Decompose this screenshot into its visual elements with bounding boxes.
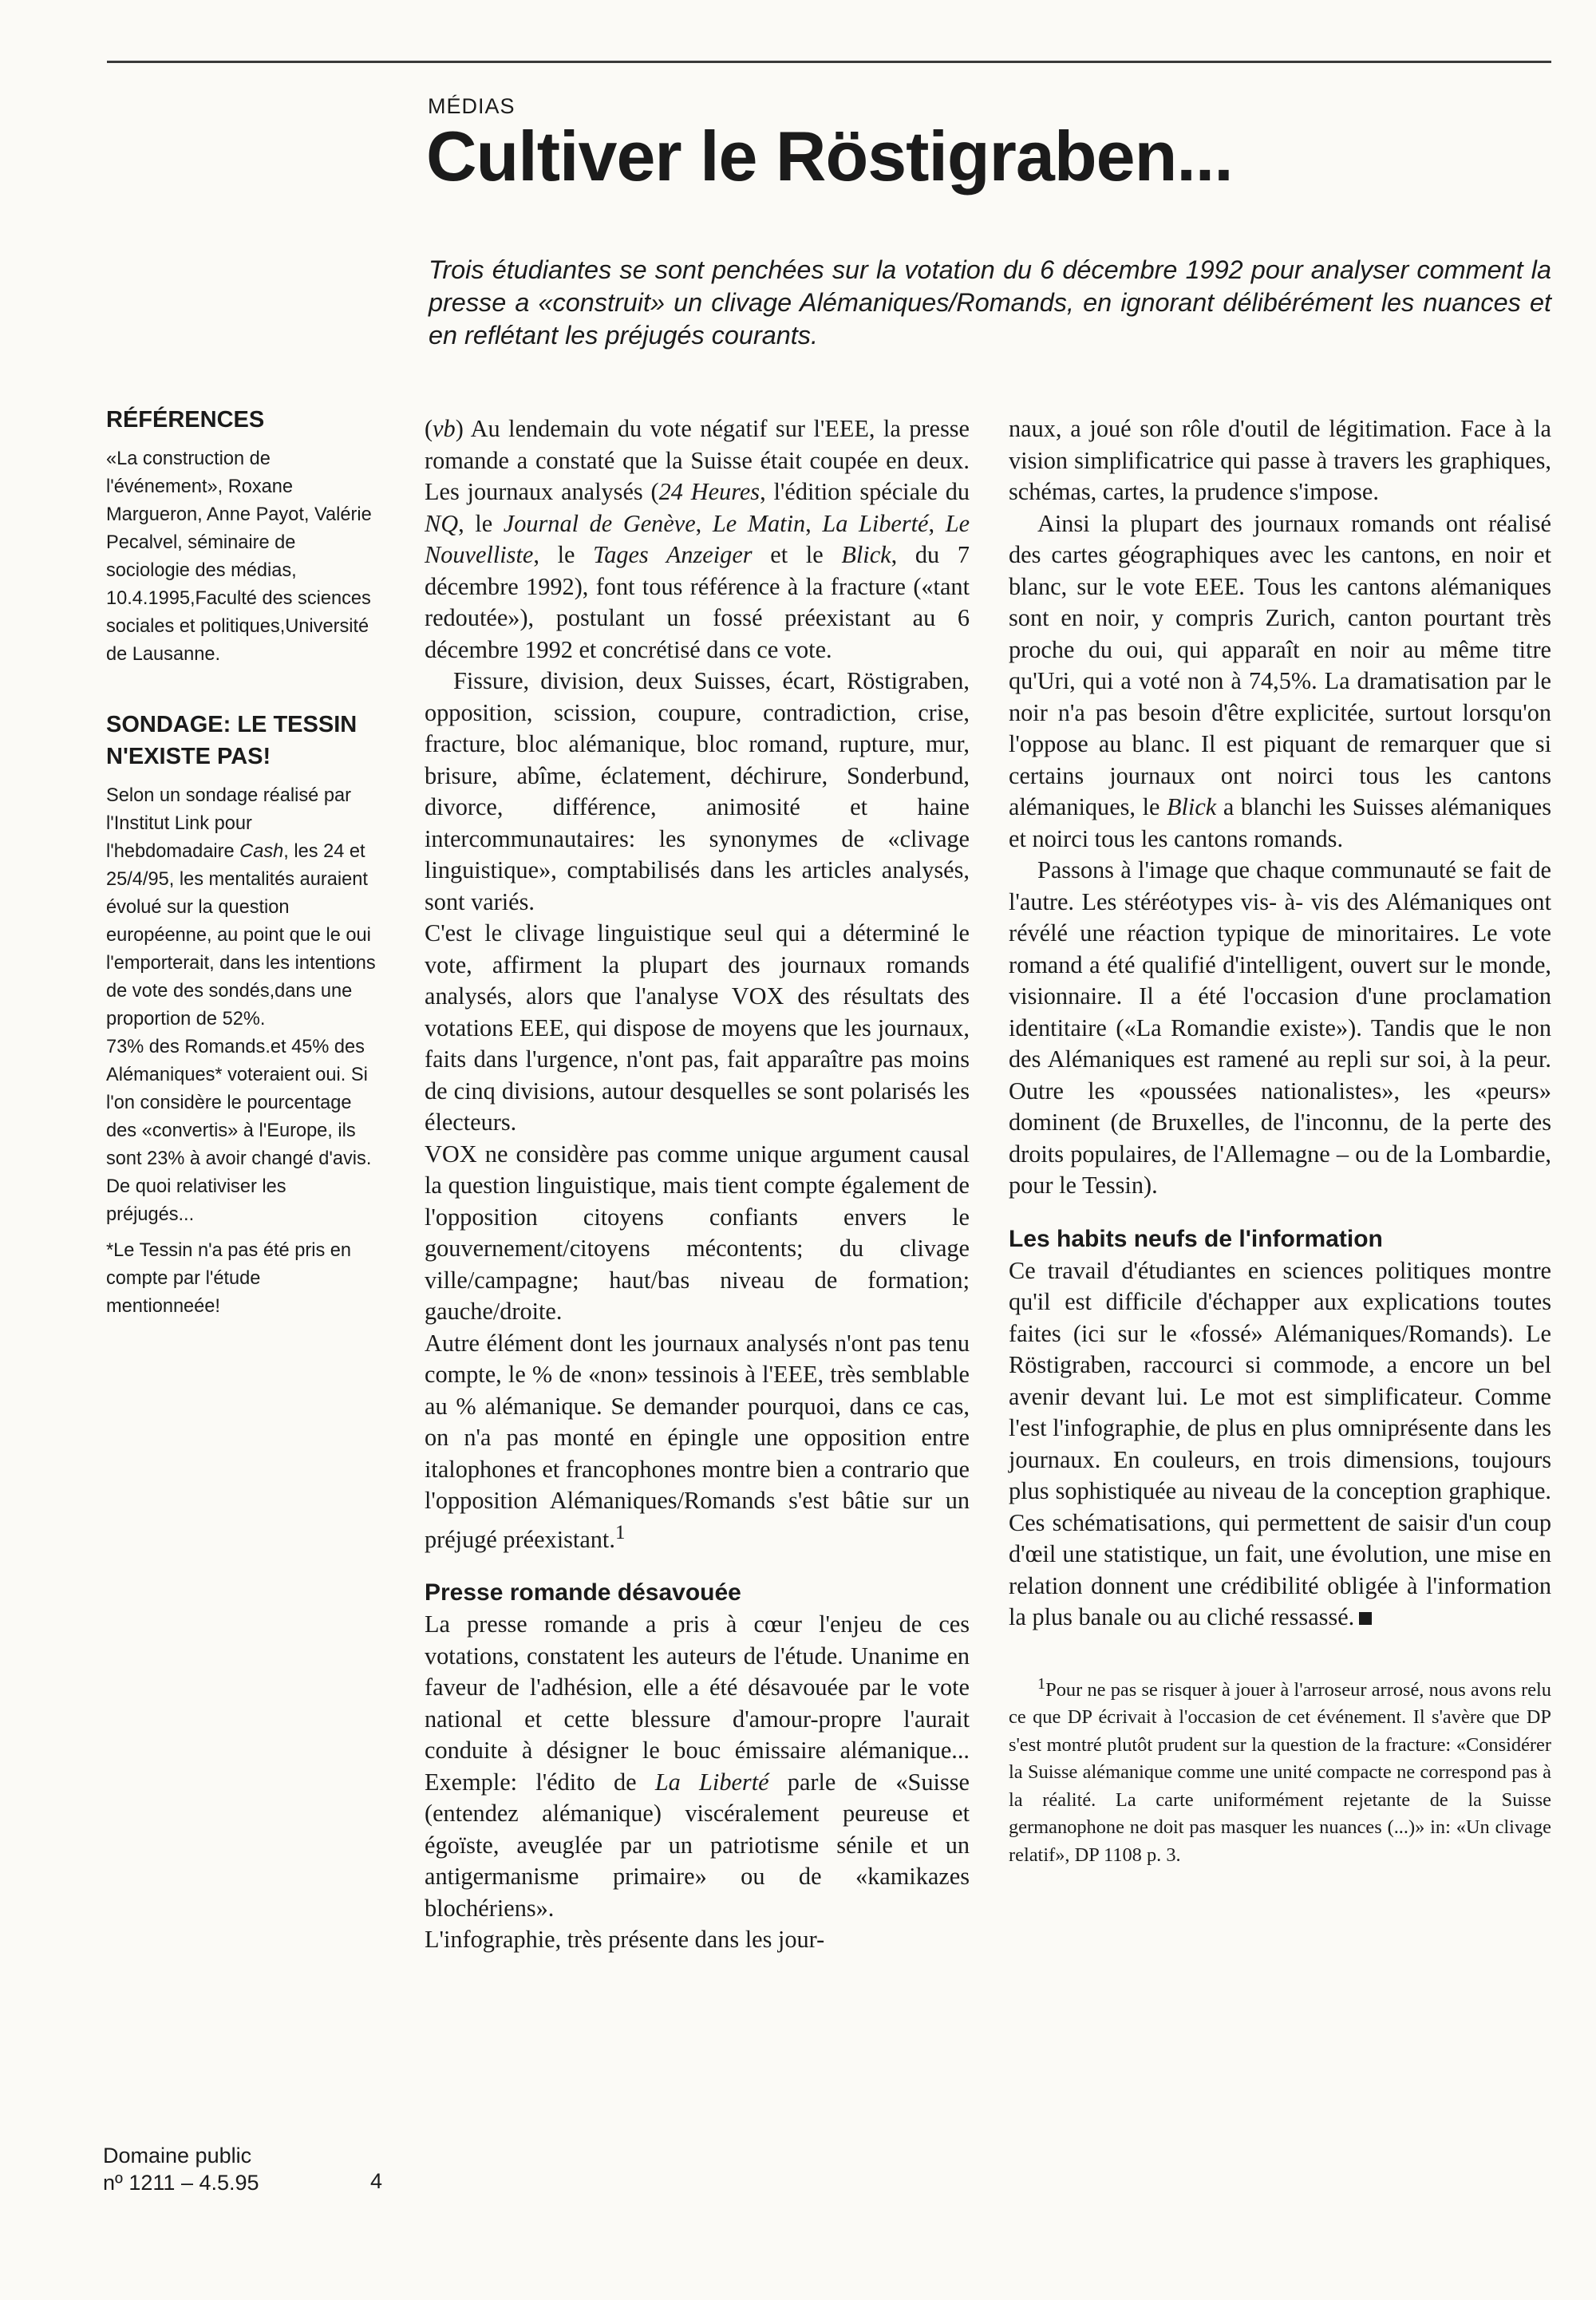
paragraph-intro: (vb) Au lendemain du vote négatif sur l'EEE, la presse romande a constaté que la Suisse était coupée en deux. Les journaux analysés (24 Heures, l'édition spéciale du NQ, le Journal de Genève, Le Matin, La Liberté, Le Nouvelliste, le Tages Anzeiger et le Blick, du 7 décembre 1992), font tous référence à la fracture («tant redoutée»), postulant un fossé préexistant au 6 décembre 1992 et concrétisé dans ce vote. (425, 415, 970, 663)
paragraph-conclusion: Ce travail d'étudiantes en sciences politiques montre qu'il est difficile d'échapper aux explications toutes faites (ici sur le «fossé» Alémaniques/Romands). Le Röstigraben, raccourci si commode, a encore un bel avenir devant lui. Le mot est simplificateur. Comme l'est l'infographie, de plus en plus omniprésente dans les journaux. En couleurs, en trois dimensions, toujours plus sophistiquée au niveau de la conception graphique. Ces schématisations, qui permettent de saisir d'un coup d'œil une statistique, un fait, une évolution, une mise en relation donnent une crédibilité obligée à l'information la plus banale ou au cliché ressassé. (1009, 1256, 1551, 1630)
page-number: 4 (370, 2169, 383, 2193)
references-heading: RÉFÉRENCES (106, 407, 265, 433)
paragraph-presse: La presse romande a pris à cœur l'enjeu de ces votations, constatent les auteurs de l'étude. Unanime en faveur de l'adhésion, elle a été désavouée par le vote national et cette blessure d'amour-propre l'aurait conduite à désigner le bouc émissaire alémanique... Exemple: l'édito de La Liberté parle de «Suisse (entendez alémanique) viscéralement peureuse et égoïste, aveuglée par un patriotisme sénile et un antigermanisme primaire» ou de «kamikazes blochériens». (425, 1610, 970, 1922)
references-text: «La construction de l'événement», Roxane Margueron, Anne Payot, Valérie Pecalvel, séminaire de sociologie des médias, 10.4.1995,Faculté des sciences sociales et politiques,Université de Lausanne. (106, 449, 372, 665)
paragraph-cartes: Ainsi la plupart des journaux romands ont réalisé des cartes géographiques avec les cantons, en noir et blanc, sur le vote EEE. Tous les cantons alémaniques sont en noir, y compris Zurich, canton pourtant très proche du oui, qui apparaît en noir au même titre qu'Uri, qui a voté non à 74,5%. La dramatisation par le noir n'a pas besoin d'être explicitée, surtout lorsqu'on l'oppose au blanc. Il est piquant de remarquer que si certains journaux ont noirci tous les cantons alémaniques, le Blick a blanchi les Suisses alémaniques et noirci tous les cantons romands. (1009, 509, 1552, 852)
publication-name: Domaine public (103, 2144, 252, 2168)
footnote-number: 1 (1037, 1674, 1046, 1693)
paragraph-vox: VOX ne considère pas comme unique argument causal la question linguistique, mais tient compte également de l'opposition citoyens confiants envers le gouvernement/citoyens mécontents; du clivage ville/campagne; haut/bas niveau de formation; gauche/droite. (425, 1140, 970, 1325)
article-column-2 (1009, 413, 1551, 1869)
paragraph-stereotypes: Passons à l'image que chaque communauté se fait de l'autre. Les stéréotypes vis- à- vis des Alémaniques ont révélé une réaction typique de minoritaires. Le vote romand a été qualifié d'intelligent, ouvert sur le monde, visionnaire. Il a été l'occasion d'une proclamation identitaire («La Romandie existe»). Tandis que le non des Alémaniques est ramené au repli sur soi, à la peur. Outre les «poussées nationalistes», les «peurs» dominent (de Bruxelles, de l'inconnu, de la perte des droits populaires, de l'Allemagne – ou de la Lombardie, pour le Tessin). (1009, 856, 1551, 1199)
article-column-1 (425, 413, 970, 1956)
article-lead: Trois étudiantes se sont penchées sur la votation du 6 décembre 1992 pour analyser comment la presse a «construit» un clivage Alémaniques/Romands, en ignorant délibérément les nuances et en reflétant les préjugés courants. (429, 255, 1551, 350)
article-title: Cultiver le Röstigraben... (426, 117, 1233, 196)
sondage-results: 73% des Romands.et 45% des Alémaniques* voteraient oui. Si l'on considère le pourcentage des «convertis» à l'Europe, ils sont 23% à avoir changé d'avis. De quoi relativiser les préjugés... (106, 1037, 372, 1225)
top-rule (107, 61, 1551, 63)
end-mark-icon (1359, 1612, 1372, 1625)
paragraph-clivage: C'est le clivage linguistique seul qui a déterminé le vote, affirment la plupart des journaux romands analysés, alors que l'analyse VOX des résultats des votations EEE, qui dispose de moyens que les journaux, faits dans l'urgence, n'ont pas, fait apparaître pas moins de cinq divisions, autour desquelles se sont polarisés les électeurs. (425, 919, 970, 1136)
publication-footer (103, 2142, 259, 2196)
sondage-heading: SONDAGE: LE TESSIN N'EXISTE PAS! (106, 712, 358, 769)
paragraph-infographie-start: L'infographie, très présente dans les jour- (425, 1926, 825, 1954)
section-label: MÉDIAS (428, 94, 516, 118)
issue-info: nº 1211 – 4.5.95 (103, 2171, 259, 2195)
footnote: $^1$Pour ne pas se risquer à jouer à l'arroseur arrosé, nous avons relu ce que DP écrivait à l'occasion de cet événement. Il s'avère que DP s'est montré plutôt prudent sur la question de la fracture: «Considérer la Suisse alémanique comme une unité compacte ne correspond pas à la réalité. La carte uniformément rejetante de la Suisse germanophone ne doit pas masquer les nuances (...)» in: «Un clivage relatif», DP 1108 p. 3. (1009, 1674, 1551, 1866)
sondage-paragraph: Selon un sondage réalisé par l'Institut Link pour l'hebdomadaire Cash, les 24 et 25/4/95, les mentalités auraient évolué sur la question européenne, au point que le oui l'emporterait, dans les intentions de vote des sondés,dans une proportion de 52%. (106, 785, 376, 1029)
subheading-presse-romande: Presse romande désavouée (425, 1579, 741, 1606)
subheading-habits-neufs: Les habits neufs de l'information (1009, 1225, 1383, 1252)
paragraph-synonyms: Fissure, division, deux Suisses, écart, Röstigraben, opposition, scission, coupure, contradiction, crise, fracture, bloc alémanique, bloc romand, rupture, mur, brisure, abîme, éclatement, déchirure, Sonderbund, divorce, différence, animosité et haine intercommunautaires: les synonymes de «clivage linguistique», comptabilisés dans les articles analysés, sont variés. (425, 667, 970, 915)
footnote-ref: 1 (614, 1520, 626, 1543)
paragraph-tessin: Autre élément dont les journaux analysés n'ont pas tenu compte, le % de «non» tessinois à l'EEE, très semblable au % alémanique. Se demander pourquoi, dans ce cas, on n'a pas monté en épingle une opposition entre italophones et francophones montre bien a contrario que l'opposition Alémaniques/Romands s'est bâtie sur un préjugé préexistant.$^1$ (425, 1329, 970, 1553)
paragraph-infographie-end: naux, a joué son rôle d'outil de légitimation. Face à la vision simplificatrice qui passe à travers les graphiques, schémas, cartes, la prudence s'impose. (1009, 415, 1551, 505)
sidebar (106, 404, 377, 1321)
sondage-note: *Le Tessin n'a pas été pris en compte par l'étude mentionneée! (106, 1240, 352, 1317)
